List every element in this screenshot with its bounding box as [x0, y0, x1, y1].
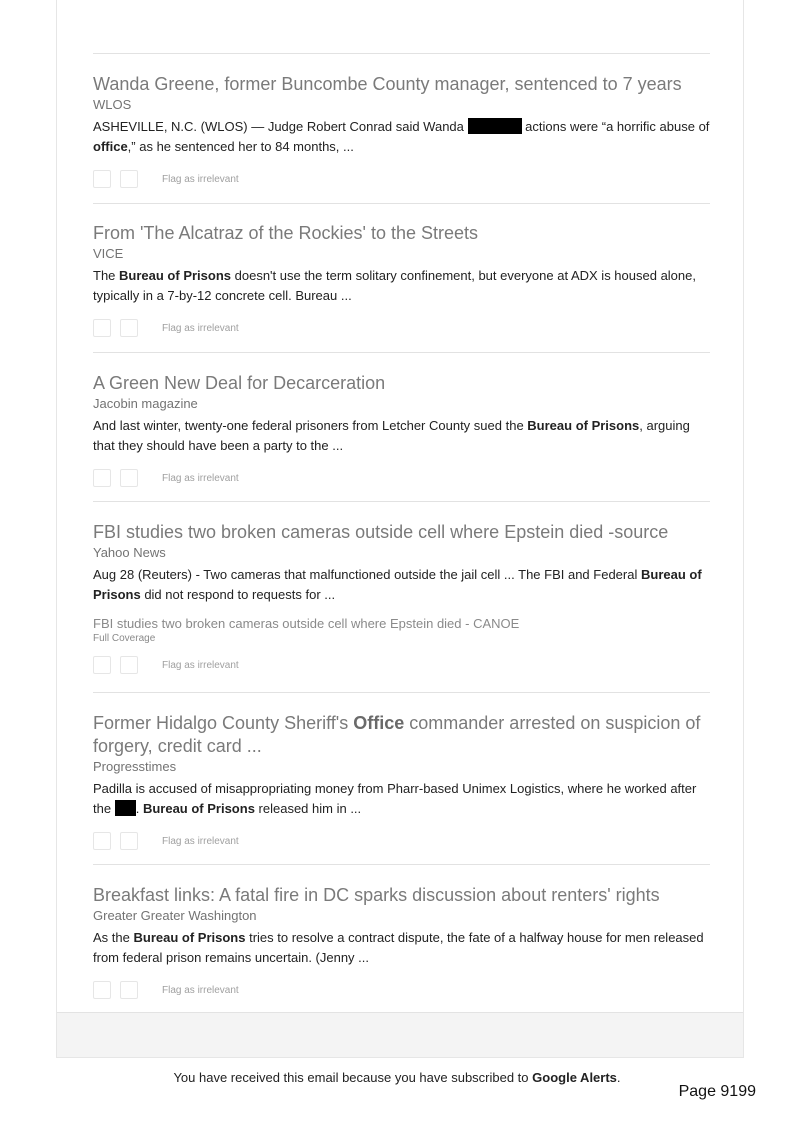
alert-source: Greater Greater Washington — [93, 908, 257, 923]
google-alerts-link[interactable]: Google Alerts — [532, 1070, 617, 1085]
card-footer — [57, 1012, 743, 1057]
thumbs-up-icon[interactable] — [93, 469, 111, 487]
alert-item — [93, 884, 710, 1000]
alert-snippet: Aug 28 (Reuters) - Two cameras that malfunctioned outside the jail cell ... The FBI and Federal Bureau of Prisons did not respond to requests for ... — [93, 567, 702, 602]
subscription-note: You have received this email because you have subscribed to Google Alerts. — [173, 1070, 621, 1085]
divider — [93, 864, 710, 865]
alert-actions — [93, 468, 710, 488]
thumbs-down-icon[interactable] — [120, 319, 138, 337]
alert-actions — [93, 169, 710, 189]
thumbs-down-icon[interactable] — [120, 469, 138, 487]
alert-title[interactable]: Wanda Greene, former Buncombe County manager, sentenced to 7 years — [93, 74, 682, 94]
alert-title[interactable]: FBI studies two broken cameras outside cell where Epstein died -source — [93, 522, 669, 542]
alert-snippet: As the Bureau of Prisons tries to resolve a contract dispute, the fate of a halfway house for men released from federal prison remains uncertain. (Jenny ... — [93, 930, 704, 965]
page-number: Page 9199 — [678, 1083, 756, 1100]
alert-snippet: ASHEVILLE, N.C. (WLOS) — Judge Robert Conrad said Wanda actions were “a horrific abuse of office,” as he sentenced her to 84 months, ... — [93, 119, 710, 154]
alerts-card — [56, 0, 744, 1058]
alert-snippet: The Bureau of Prisons doesn't use the term solitary confinement, but everyone at ADX is housed alone, typically in a 7-by-12 concrete cell. Bureau ... — [93, 268, 696, 303]
thumbs-down-icon[interactable] — [120, 656, 138, 674]
alert-actions — [93, 318, 710, 338]
alert-source: WLOS — [93, 97, 132, 112]
alert-source: Progresstimes — [93, 759, 177, 774]
alert-item — [93, 222, 710, 338]
alert-snippet: And last winter, twenty-one federal prisoners from Letcher County sued the Bureau of Prisons, arguing that they should have been a party to the ... — [93, 418, 690, 453]
thumbs-down-icon[interactable] — [120, 981, 138, 999]
thumbs-up-icon[interactable] — [93, 981, 111, 999]
redaction-block — [115, 800, 136, 816]
alert-title[interactable]: From 'The Alcatraz of the Rockies' to the Streets — [93, 223, 479, 243]
flag-irrelevant-link[interactable]: Flag as irrelevant — [162, 472, 239, 484]
alert-source: VICE — [93, 246, 124, 261]
flag-irrelevant-link[interactable]: Flag as irrelevant — [162, 659, 239, 671]
alert-title[interactable]: Former Hidalgo County Sheriff's Office commander arrested on suspicion of forgery, credit card ... — [93, 713, 701, 756]
divider — [93, 692, 710, 693]
flag-irrelevant-link[interactable]: Flag as irrelevant — [162, 984, 239, 996]
flag-irrelevant-link[interactable]: Flag as irrelevant — [162, 835, 239, 847]
flag-irrelevant-link[interactable]: Flag as irrelevant — [162, 173, 239, 185]
divider — [93, 203, 710, 204]
thumbs-up-icon[interactable] — [93, 656, 111, 674]
redaction-block — [468, 118, 522, 134]
alert-source: Yahoo News — [93, 545, 166, 560]
related-article-link[interactable]: FBI studies two broken cameras outside cell where Epstein died - CANOE — [93, 616, 520, 631]
flag-irrelevant-link[interactable]: Flag as irrelevant — [162, 322, 239, 334]
alert-snippet: Padilla is accused of misappropriating money from Pharr-based Unimex Logistics, where he worked after the . Bureau of Prisons released him in ... — [93, 781, 697, 816]
thumbs-up-icon[interactable] — [93, 832, 111, 850]
thumbs-up-icon[interactable] — [93, 319, 111, 337]
alert-item — [93, 521, 710, 675]
thumbs-down-icon[interactable] — [120, 170, 138, 188]
divider — [93, 501, 710, 502]
alert-source: Jacobin magazine — [93, 396, 198, 411]
full-coverage-link[interactable]: Full Coverage — [93, 633, 156, 644]
alert-actions — [93, 980, 710, 1000]
alert-item — [93, 73, 710, 189]
alert-item — [93, 372, 710, 488]
alert-actions — [93, 655, 710, 675]
divider — [93, 352, 710, 353]
thumbs-up-icon[interactable] — [93, 170, 111, 188]
alert-actions — [93, 831, 710, 851]
alert-title[interactable]: A Green New Deal for Decarceration — [93, 373, 386, 393]
alert-title[interactable]: Breakfast links: A fatal fire in DC sparks discussion about renters' rights — [93, 885, 660, 905]
alert-item — [93, 712, 710, 851]
divider — [93, 53, 710, 54]
thumbs-down-icon[interactable] — [120, 832, 138, 850]
